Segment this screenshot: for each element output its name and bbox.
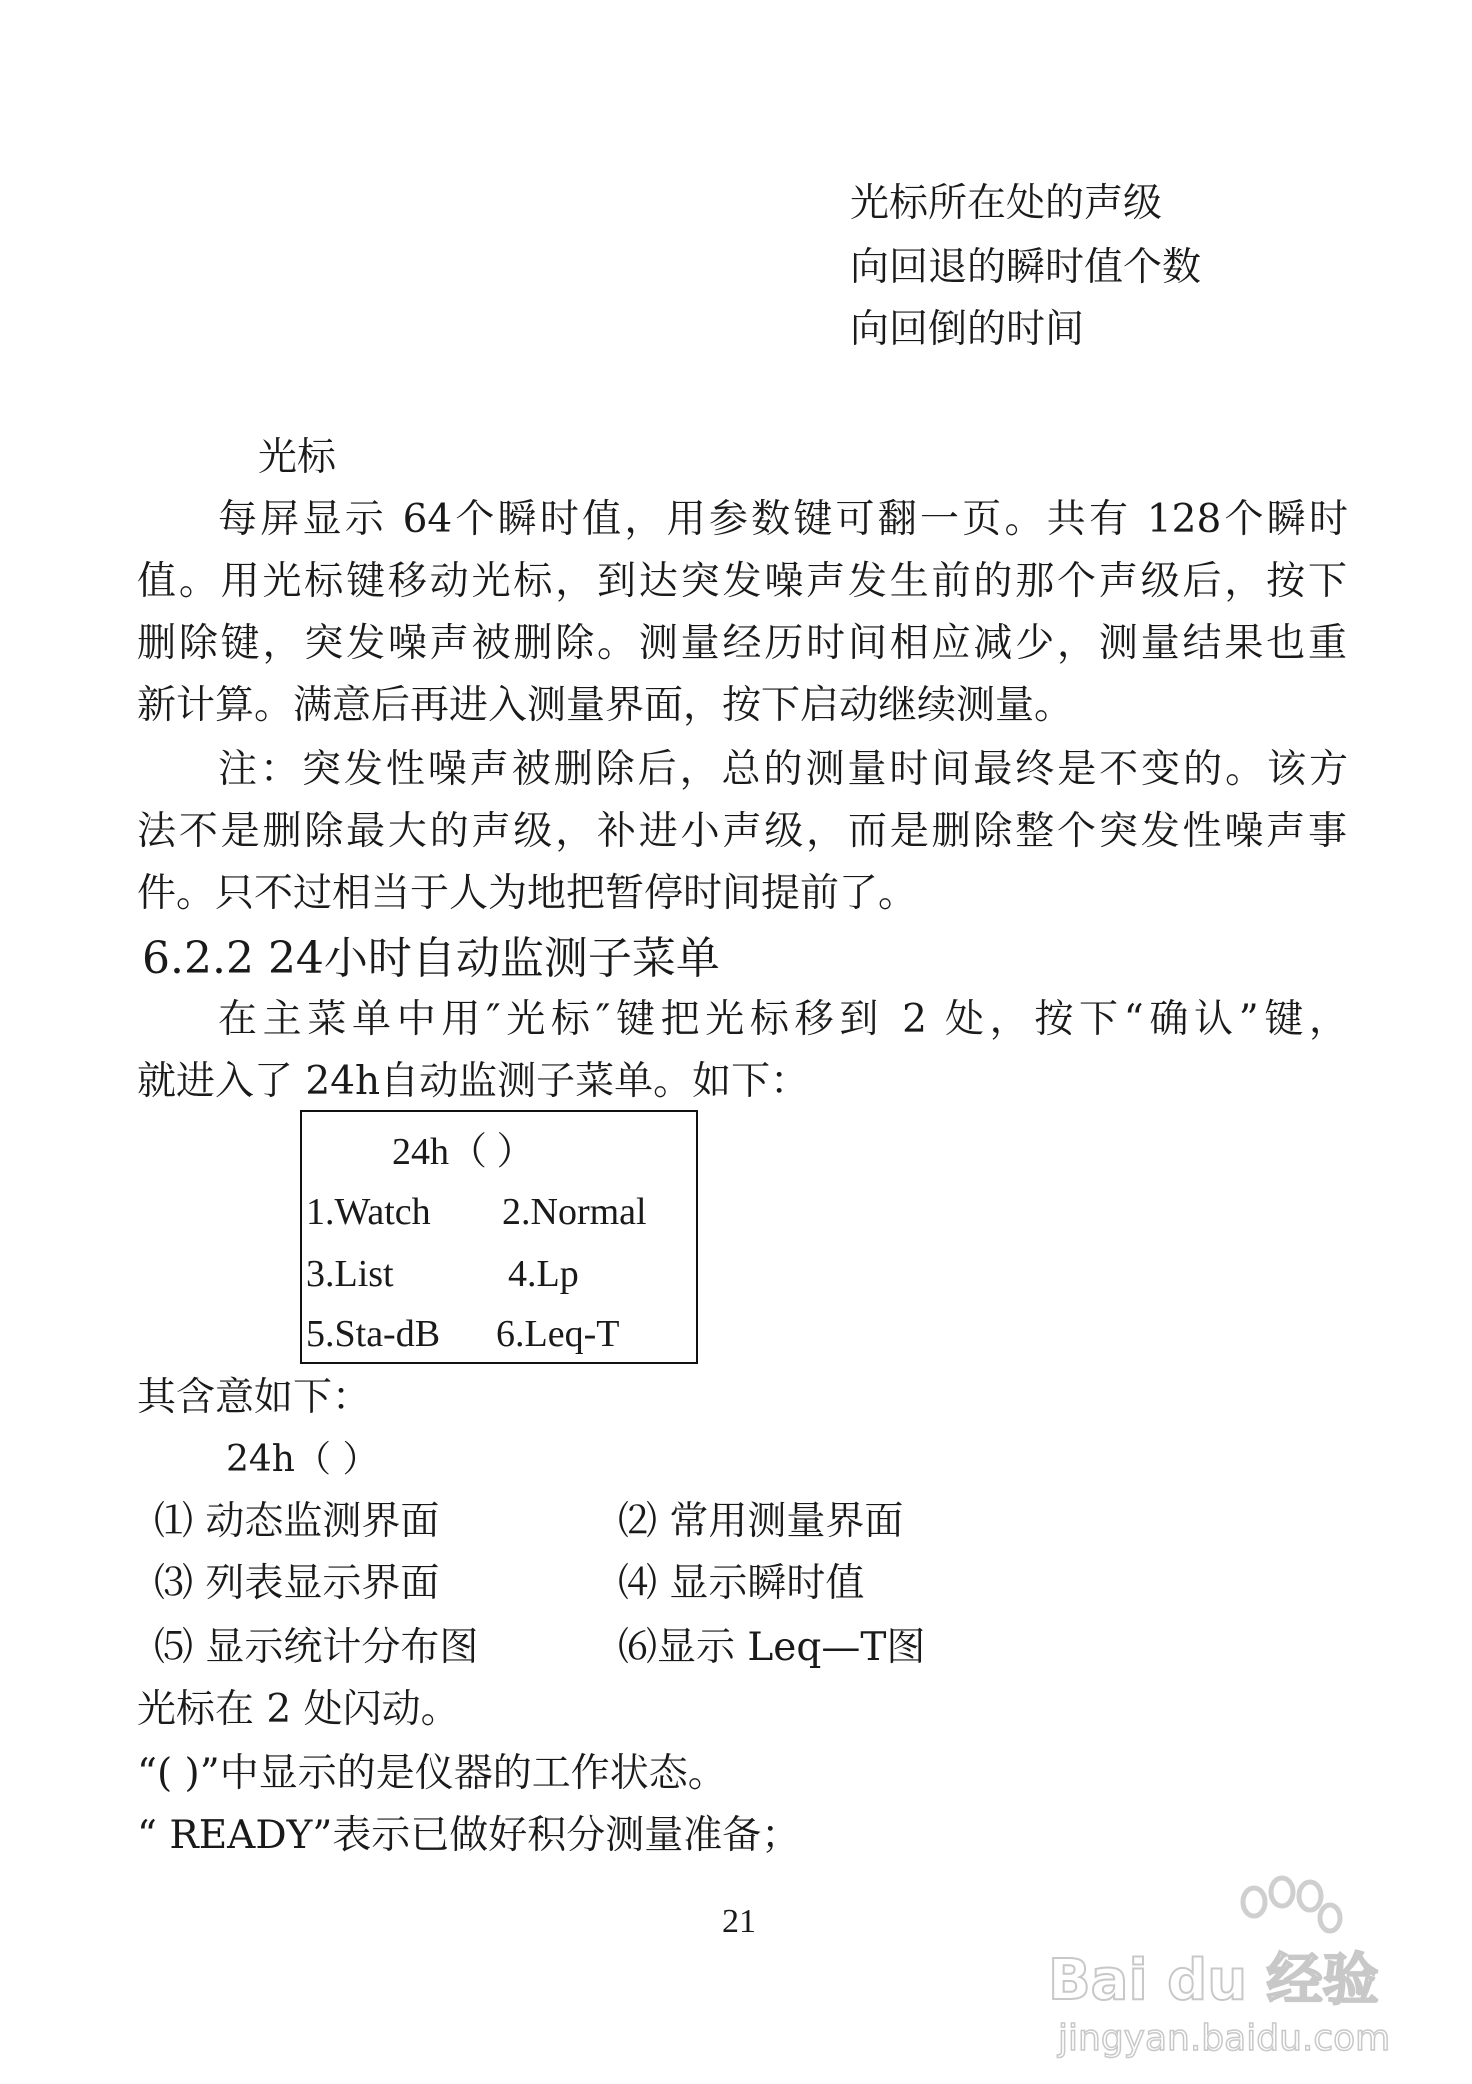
menu-display-box xyxy=(300,1110,698,1364)
legend-level: 光标所在处的声级 xyxy=(850,181,1163,226)
meaning-item: ⑶ 列表显示界面 xyxy=(154,1561,440,1606)
note-line: “( )”中显示的是仪器的工作状态。 xyxy=(137,1751,727,1796)
meaning-item: ⑴ 动态监测界面 xyxy=(154,1499,440,1544)
menu-item-watch: 1.Watch xyxy=(306,1191,431,1233)
note-line: 光标在 2 处闪动。 xyxy=(137,1687,460,1732)
paragraph-line: 删除键，突发噪声被删除。测量经历时间相应减少，测量结果也重 xyxy=(137,621,1347,666)
meaning-item: ⑷ 显示瞬时值 xyxy=(618,1561,865,1606)
paragraph-line: 每屏显示 64个瞬时值，用参数键可翻一页。共有 128个瞬时 xyxy=(218,497,1348,542)
baidu-watermark xyxy=(1048,1870,1408,2070)
meaning-item: ⑸ 显示统计分布图 xyxy=(154,1625,479,1670)
section-heading: 6.2.2 24小时自动监测子菜单 xyxy=(142,933,720,984)
watermark-url: jingyan.baidu.com xyxy=(1058,2018,1391,2059)
paragraph-line: 值。用光标键移动光标，到达突发噪声发生前的那个声级后，按下 xyxy=(137,559,1347,604)
legend-cursor: 光标 xyxy=(258,435,337,480)
menu-item-sta-db: 5.Sta-dB xyxy=(306,1313,441,1355)
legend-time: 向回倒的时间 xyxy=(850,307,1085,352)
paragraph-line: 法不是删除最大的声级，补进小声级，而是删除整个突发性噪声事 xyxy=(137,809,1347,854)
section-intro-line: 就进入了 24h自动监测子菜单。如下： xyxy=(137,1059,810,1104)
meaning-title: 24h（ ） xyxy=(226,1439,379,1480)
note-line: “ READY”表示已做好积分测量准备； xyxy=(137,1813,801,1858)
legend-count: 向回退的瞬时值个数 xyxy=(850,245,1202,290)
menu-title: 24h（ ） xyxy=(392,1131,535,1173)
menu-item-list: 3.List xyxy=(306,1253,394,1295)
page-number: 21 xyxy=(722,1903,756,1940)
menu-item-lp: 4.Lp xyxy=(508,1253,579,1295)
paragraph-line: 注：突发性噪声被删除后，总的测量时间最终是不变的。该方 xyxy=(218,747,1348,792)
meaning-intro: 其含意如下： xyxy=(137,1375,372,1420)
menu-item-normal: 2.Normal xyxy=(502,1191,647,1233)
paragraph-line: 新计算。满意后再进入测量界面，按下启动继续测量。 xyxy=(137,683,1074,728)
paragraph-line: 件。只不过相当于人为地把暂停时间提前了。 xyxy=(137,871,918,916)
section-intro-line: 在主菜单中用″光标″键把光标移到 2 处，按下“确认”键， xyxy=(218,997,1348,1042)
watermark-brand: Bai du 经验 xyxy=(1048,1948,1379,2013)
meaning-item: ⑵ 常用测量界面 xyxy=(618,1499,904,1544)
menu-item-leq-t: 6.Leq-T xyxy=(496,1313,620,1355)
meaning-item: ⑹显示 Leq—T图 xyxy=(618,1625,926,1670)
